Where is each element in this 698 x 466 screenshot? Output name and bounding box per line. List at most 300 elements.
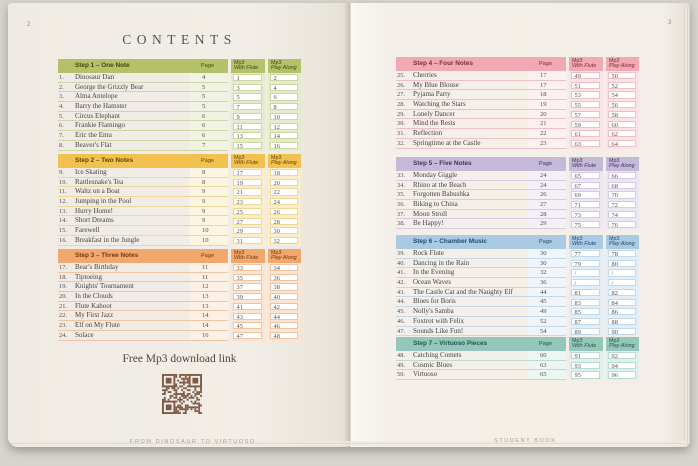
- page-number-right: 3: [668, 20, 672, 26]
- col-header-mp3-play-along: Mp3 Play Along: [268, 154, 301, 168]
- mp3-play-along-number: 76: [608, 221, 636, 228]
- mp3-with-flute-number: 43: [233, 313, 262, 320]
- mp3-with-flute-number: 27: [233, 218, 262, 225]
- song-title: Jumping in the Pool: [75, 197, 132, 206]
- song-page: 65: [528, 370, 566, 380]
- song-row: [396, 171, 639, 181]
- mp3-with-flute-number: 19: [233, 179, 262, 186]
- song-row: [58, 311, 301, 321]
- song-row: [396, 190, 639, 200]
- song-number: 25.: [397, 72, 405, 79]
- song-title: Barry the Hamster: [75, 102, 127, 111]
- song-number: 42.: [397, 279, 405, 287]
- mp3-play-along-number: 26: [270, 208, 298, 215]
- song-title: Eric the Emu: [75, 131, 112, 140]
- song-row: [396, 327, 639, 337]
- song-title: Farewell: [75, 226, 100, 235]
- mp3-play-along-number: 48: [270, 332, 298, 339]
- mp3-with-flute-number: 25: [233, 208, 262, 215]
- song-page: 30: [528, 249, 566, 259]
- mp3-play-along-number: 90: [608, 328, 636, 335]
- step-title: Step 1 – One Note: [58, 59, 190, 73]
- step-title: Step 4 – Four Notes: [396, 57, 528, 71]
- mp3-play-along-number: 2: [270, 74, 298, 81]
- song-number: 10.: [59, 178, 67, 186]
- song-page: 17: [528, 81, 566, 91]
- song-number: 1.: [59, 74, 64, 81]
- song-page: 10: [190, 226, 228, 236]
- song-page: 11: [190, 273, 228, 283]
- song-number: 22.: [59, 312, 67, 320]
- book-spine: [344, 3, 356, 447]
- song-number: 39.: [397, 250, 405, 257]
- mp3-play-along-number: 18: [270, 169, 298, 176]
- song-title: Alma Antelope: [75, 92, 118, 101]
- song-row: [396, 200, 639, 210]
- song-page: 5: [190, 92, 228, 102]
- song-number: 32.: [397, 139, 405, 147]
- song-number: 11.: [59, 188, 67, 196]
- mp3-play-along-number: 54: [608, 91, 636, 98]
- song-row: [58, 83, 301, 93]
- col-header-mp3-play-along: Mp3 Play Along: [268, 59, 301, 73]
- mp3-play-along-number: 64: [608, 140, 636, 147]
- song-row: [396, 307, 639, 317]
- mp3-with-flute-number: 1: [233, 74, 262, 81]
- mp3-play-along-number: 92: [608, 352, 636, 359]
- song-title: Cosmic Blues: [413, 360, 453, 369]
- mp3-with-flute-number: 61: [571, 130, 600, 137]
- mp3-with-flute-number: 93: [571, 362, 600, 369]
- song-number: 19.: [59, 283, 67, 291]
- free-mp3-label: Free Mp3 download link: [122, 353, 237, 365]
- mp3-with-flute-number: 7: [233, 103, 262, 110]
- mp3-with-flute-number: 37: [233, 283, 262, 290]
- song-title: In the Clouds: [75, 292, 113, 301]
- mp3-play-along-number: 50: [608, 72, 636, 79]
- mp3-play-along-number: /: [608, 279, 636, 286]
- song-row: [58, 131, 301, 141]
- page-number-left: 2: [27, 22, 31, 28]
- mp3-with-flute-number: 23: [233, 198, 262, 205]
- mp3-play-along-number: 32: [270, 237, 298, 244]
- song-title: Rhino at the Beach: [413, 180, 467, 189]
- song-number: 13.: [59, 207, 67, 215]
- mp3-with-flute-number: 55: [571, 101, 600, 108]
- song-title: Beaver's Flat: [75, 140, 112, 149]
- song-title: Short Dreams: [75, 216, 114, 225]
- mp3-play-along-number: 40: [270, 293, 298, 300]
- song-title: Forgotten Babushka: [413, 190, 470, 199]
- song-number: 40.: [397, 259, 405, 267]
- song-page: 23: [528, 139, 566, 149]
- song-title: Foxtrot with Felix: [413, 316, 464, 325]
- song-title: Breakfast in the Jungle: [75, 235, 140, 244]
- song-title: Springtime at the Castle: [413, 138, 481, 147]
- mp3-with-flute-number: /: [571, 279, 600, 286]
- mp3-play-along-number: 44: [270, 313, 298, 320]
- mp3-with-flute-number: 41: [233, 303, 262, 310]
- song-row: [396, 110, 639, 120]
- song-row: [396, 361, 639, 371]
- song-page: 32: [528, 268, 566, 278]
- step-header-row: [58, 59, 301, 73]
- song-row: [58, 282, 301, 292]
- song-row: [396, 210, 639, 220]
- song-number: 31.: [397, 130, 405, 138]
- song-title: Nolly's Samba: [413, 307, 454, 316]
- song-row: [396, 129, 639, 139]
- song-title: George the Grizzly Bear: [75, 82, 144, 91]
- song-title: Hurry Home!: [75, 206, 113, 215]
- song-title: Solace: [75, 330, 94, 339]
- song-row: [58, 197, 301, 207]
- mp3-play-along-number: 70: [608, 191, 636, 198]
- col-header-page: Page: [528, 57, 566, 71]
- col-header-mp3-play-along: Mp3 Play Along: [606, 337, 639, 351]
- song-title: Circus Elephant: [75, 111, 120, 120]
- song-page: 4: [190, 73, 228, 83]
- song-page: 13: [190, 302, 228, 312]
- col-header-page: Page: [528, 337, 566, 351]
- song-row: [396, 268, 639, 278]
- song-number: 49.: [397, 361, 405, 369]
- song-page: 52: [528, 317, 566, 327]
- song-row: [58, 187, 301, 197]
- mp3-play-along-number: 74: [608, 211, 636, 218]
- mp3-with-flute-number: 85: [571, 308, 600, 315]
- song-page: 20: [528, 110, 566, 120]
- song-page: 7: [190, 141, 228, 151]
- col-header-mp3-play-along: Mp3 Play Along: [268, 249, 301, 263]
- song-page: 8: [190, 178, 228, 188]
- song-number: 2.: [59, 83, 64, 91]
- mp3-play-along-number: 34: [270, 264, 298, 271]
- song-page: 9: [190, 197, 228, 207]
- mp3-with-flute-number: 39: [233, 293, 262, 300]
- song-page: 6: [190, 112, 228, 122]
- footer-book-title: FROM DINOSAUR TO VIRTUOSO: [130, 439, 256, 445]
- step-header-row: [58, 154, 301, 168]
- song-title: Blues for Boris: [413, 297, 456, 306]
- col-header-mp3-with-flute: Mp3 With Flute: [569, 157, 603, 171]
- song-row: [396, 259, 639, 269]
- mp3-with-flute-number: 5: [233, 93, 262, 100]
- song-title: Tiptoeing: [75, 272, 102, 281]
- col-header-page: Page: [528, 235, 566, 249]
- song-number: 20.: [59, 293, 67, 301]
- mp3-play-along-number: 8: [270, 103, 298, 110]
- mp3-play-along-number: 4: [270, 84, 298, 91]
- song-page: 60: [528, 351, 566, 361]
- mp3-play-along-number: 16: [270, 142, 298, 149]
- mp3-with-flute-number: 75: [571, 221, 600, 228]
- song-page: 9: [190, 216, 228, 226]
- mp3-play-along-number: 28: [270, 218, 298, 225]
- song-row: [58, 178, 301, 188]
- song-number: 35.: [397, 191, 405, 199]
- song-number: 33.: [397, 172, 405, 179]
- mp3-with-flute-number: 71: [571, 201, 600, 208]
- col-header-mp3-play-along: Mp3 Play Along: [606, 235, 639, 249]
- song-title: Dancing in the Rain: [413, 258, 470, 267]
- song-number: 8.: [59, 141, 64, 149]
- song-number: 6.: [59, 122, 64, 130]
- song-title: Waltz on a Boat: [75, 187, 120, 196]
- song-title: Biking to China: [413, 200, 458, 209]
- song-number: 38.: [397, 220, 405, 228]
- col-header-page: Page: [528, 157, 566, 171]
- step-header-row: [396, 235, 639, 249]
- song-row: [58, 92, 301, 102]
- mp3-with-flute-number: 63: [571, 140, 600, 147]
- mp3-with-flute-number: 73: [571, 211, 600, 218]
- mp3-with-flute-number: 77: [571, 250, 600, 257]
- song-number: 45.: [397, 308, 405, 316]
- col-header-page: Page: [190, 154, 228, 168]
- song-page: 21: [528, 119, 566, 129]
- step-header-row: [58, 249, 301, 263]
- song-page: 14: [190, 321, 228, 331]
- song-row: [58, 73, 301, 83]
- song-title: Ice Skating: [75, 168, 107, 176]
- step-header-row: [396, 57, 639, 71]
- song-number: 12.: [59, 198, 67, 206]
- song-page: 63: [528, 361, 566, 371]
- song-row: [396, 249, 639, 259]
- song-number: 43.: [397, 288, 405, 296]
- song-row: [58, 302, 301, 312]
- song-title: Frankie Flamingo: [75, 121, 125, 130]
- song-number: 3.: [59, 93, 64, 101]
- step-3-table: [58, 249, 301, 341]
- song-page: 6: [190, 131, 228, 141]
- mp3-play-along-number: 12: [270, 123, 298, 130]
- step-header-row: [396, 337, 639, 351]
- song-title: Mind the Rests: [413, 119, 456, 128]
- mp3-play-along-number: 60: [608, 121, 636, 128]
- mp3-play-along-number: 42: [270, 303, 298, 310]
- song-row: [58, 216, 301, 226]
- song-number: 23.: [59, 322, 67, 330]
- song-row: [396, 119, 639, 129]
- mp3-play-along-number: 10: [270, 113, 298, 120]
- mp3-with-flute-number: 13: [233, 132, 262, 139]
- song-page: 28: [528, 210, 566, 220]
- mp3-play-along-number: 86: [608, 308, 636, 315]
- mp3-with-flute-number: 33: [233, 264, 262, 271]
- mp3-with-flute-number: 9: [233, 113, 262, 120]
- mp3-with-flute-number: 59: [571, 121, 600, 128]
- song-page: 10: [190, 236, 228, 246]
- song-title: Lonely Dancer: [413, 109, 455, 118]
- song-row: [58, 236, 301, 246]
- song-number: 48.: [397, 352, 405, 359]
- mp3-play-along-number: 80: [608, 260, 636, 267]
- mp3-play-along-number: 38: [270, 283, 298, 290]
- mp3-with-flute-number: 57: [571, 111, 600, 118]
- step-4-table: [396, 57, 639, 149]
- song-title: Virtuoso: [413, 370, 438, 379]
- song-title: Elf on My Flute: [75, 321, 120, 330]
- mp3-play-along-number: 46: [270, 322, 298, 329]
- song-number: 37.: [397, 210, 405, 218]
- song-page: 45: [528, 297, 566, 307]
- mp3-play-along-number: 88: [608, 318, 636, 325]
- song-page: 12: [190, 282, 228, 292]
- col-header-mp3-with-flute: Mp3 With Flute: [569, 337, 603, 351]
- mp3-play-along-number: 84: [608, 299, 636, 306]
- song-row: [396, 90, 639, 100]
- mp3-play-along-number: 56: [608, 101, 636, 108]
- mp3-play-along-number: 82: [608, 289, 636, 296]
- song-title: The Castle Cat and the Naughty Elf: [413, 287, 513, 296]
- mp3-with-flute-number: 79: [571, 260, 600, 267]
- song-number: 27.: [397, 91, 405, 99]
- col-header-mp3-with-flute: Mp3 With Flute: [569, 235, 603, 249]
- step-5-table: [396, 157, 639, 229]
- mp3-play-along-number: 68: [608, 182, 636, 189]
- song-row: [396, 297, 639, 307]
- song-number: 21.: [59, 302, 67, 310]
- song-title: Reflection: [413, 129, 443, 138]
- col-header-mp3-with-flute: Mp3 With Flute: [569, 57, 603, 71]
- song-title: Rock Flute: [413, 249, 444, 257]
- song-number: 50.: [397, 371, 405, 379]
- song-page: 13: [190, 292, 228, 302]
- song-page: 6: [190, 121, 228, 131]
- step-title: Step 2 – Two Notes: [58, 154, 190, 168]
- mp3-play-along-number: 22: [270, 188, 298, 195]
- song-page: 5: [190, 102, 228, 112]
- song-row: [396, 370, 639, 380]
- col-header-page: Page: [190, 59, 228, 73]
- mp3-with-flute-number: 45: [233, 322, 262, 329]
- qr-code: [162, 374, 202, 414]
- footer-book-type: STUDENT BOOK: [494, 438, 557, 444]
- mp3-with-flute-number: 83: [571, 299, 600, 306]
- step-header-row: [396, 157, 639, 171]
- song-row: [58, 226, 301, 236]
- song-page: 24: [528, 171, 566, 181]
- song-page: 16: [190, 331, 228, 341]
- mp3-with-flute-number: 95: [571, 371, 600, 378]
- song-page: 27: [528, 200, 566, 210]
- col-header-mp3-with-flute: Mp3 With Flute: [231, 249, 265, 263]
- song-row: [58, 207, 301, 217]
- song-row: [396, 139, 639, 149]
- song-number: 47.: [397, 327, 405, 335]
- song-number: 36.: [397, 201, 405, 209]
- song-row: [58, 168, 301, 178]
- song-number: 41.: [397, 269, 405, 277]
- mp3-with-flute-number: /: [571, 269, 600, 276]
- song-row: [58, 121, 301, 131]
- mp3-play-along-number: 52: [608, 82, 636, 89]
- mp3-play-along-number: 36: [270, 274, 298, 281]
- col-header-mp3-with-flute: Mp3 With Flute: [231, 154, 265, 168]
- song-number: 9.: [59, 169, 64, 176]
- mp3-with-flute-number: 91: [571, 352, 600, 359]
- song-title: Knights' Tournament: [75, 282, 134, 291]
- page-stack-edge: [10, 441, 685, 446]
- song-number: 26.: [397, 81, 405, 89]
- step-title: Step 5 – Five Notes: [396, 157, 528, 171]
- song-title: Moon Stroll: [413, 209, 448, 218]
- song-title: Dinosaur Dan: [75, 73, 115, 81]
- step-title: Step 6 – Chamber Music: [396, 235, 528, 249]
- song-row: [396, 181, 639, 191]
- song-number: 7.: [59, 132, 64, 140]
- mp3-with-flute-number: 49: [571, 72, 600, 79]
- step-1-table: [58, 59, 301, 151]
- col-header-mp3-play-along: Mp3 Play Along: [606, 157, 639, 171]
- song-row: [58, 141, 301, 151]
- song-page: 44: [528, 288, 566, 298]
- song-title: My First Jazz: [75, 311, 114, 320]
- song-title: Ocean Waves: [413, 278, 451, 287]
- col-header-page: Page: [190, 249, 228, 263]
- page-edges: [684, 7, 689, 443]
- song-row: [58, 273, 301, 283]
- song-title: My Blue Blouse: [413, 80, 459, 89]
- song-page: 9: [190, 187, 228, 197]
- mp3-play-along-number: 62: [608, 130, 636, 137]
- song-row: [396, 71, 639, 81]
- song-title: Flute Kahoot: [75, 301, 112, 310]
- song-page: 36: [528, 278, 566, 288]
- song-row: [58, 112, 301, 122]
- mp3-with-flute-number: 67: [571, 182, 600, 189]
- mp3-with-flute-number: 35: [233, 274, 262, 281]
- col-header-mp3-with-flute: Mp3 With Flute: [231, 59, 265, 73]
- song-page: 11: [190, 263, 228, 273]
- song-row: [396, 288, 639, 298]
- song-title: Pyjama Party: [413, 90, 451, 99]
- mp3-play-along-number: 72: [608, 201, 636, 208]
- song-title: Rattlesnake's Tea: [75, 177, 124, 186]
- song-row: [396, 81, 639, 91]
- song-row: [396, 219, 639, 229]
- song-number: 5.: [59, 112, 64, 120]
- song-number: 30.: [397, 120, 405, 128]
- mp3-with-flute-number: 17: [233, 169, 262, 176]
- song-row: [58, 321, 301, 331]
- step-title: Step 3 – Three Notes: [58, 249, 190, 263]
- song-row: [396, 100, 639, 110]
- song-title: Be Happy!: [413, 219, 444, 228]
- step-7-table: [396, 337, 639, 380]
- mp3-play-along-number: 94: [608, 362, 636, 369]
- step-6-table: [396, 235, 639, 336]
- song-page: 49: [528, 307, 566, 317]
- song-title: In the Evening: [413, 268, 455, 277]
- mp3-play-along-number: 20: [270, 179, 298, 186]
- step-2-table: [58, 154, 301, 246]
- song-page: 18: [528, 90, 566, 100]
- mp3-play-along-number: /: [608, 269, 636, 276]
- song-title: Cherries: [413, 71, 437, 79]
- mp3-with-flute-number: 53: [571, 91, 600, 98]
- mp3-play-along-number: 14: [270, 132, 298, 139]
- song-title: Sounds Like Fun!: [413, 326, 464, 335]
- mp3-play-along-number: 6: [270, 93, 298, 100]
- song-page: 5: [190, 83, 228, 93]
- mp3-with-flute-number: 3: [233, 84, 262, 91]
- mp3-with-flute-number: 81: [571, 289, 600, 296]
- mp3-with-flute-number: 31: [233, 237, 262, 244]
- song-number: 14.: [59, 217, 67, 225]
